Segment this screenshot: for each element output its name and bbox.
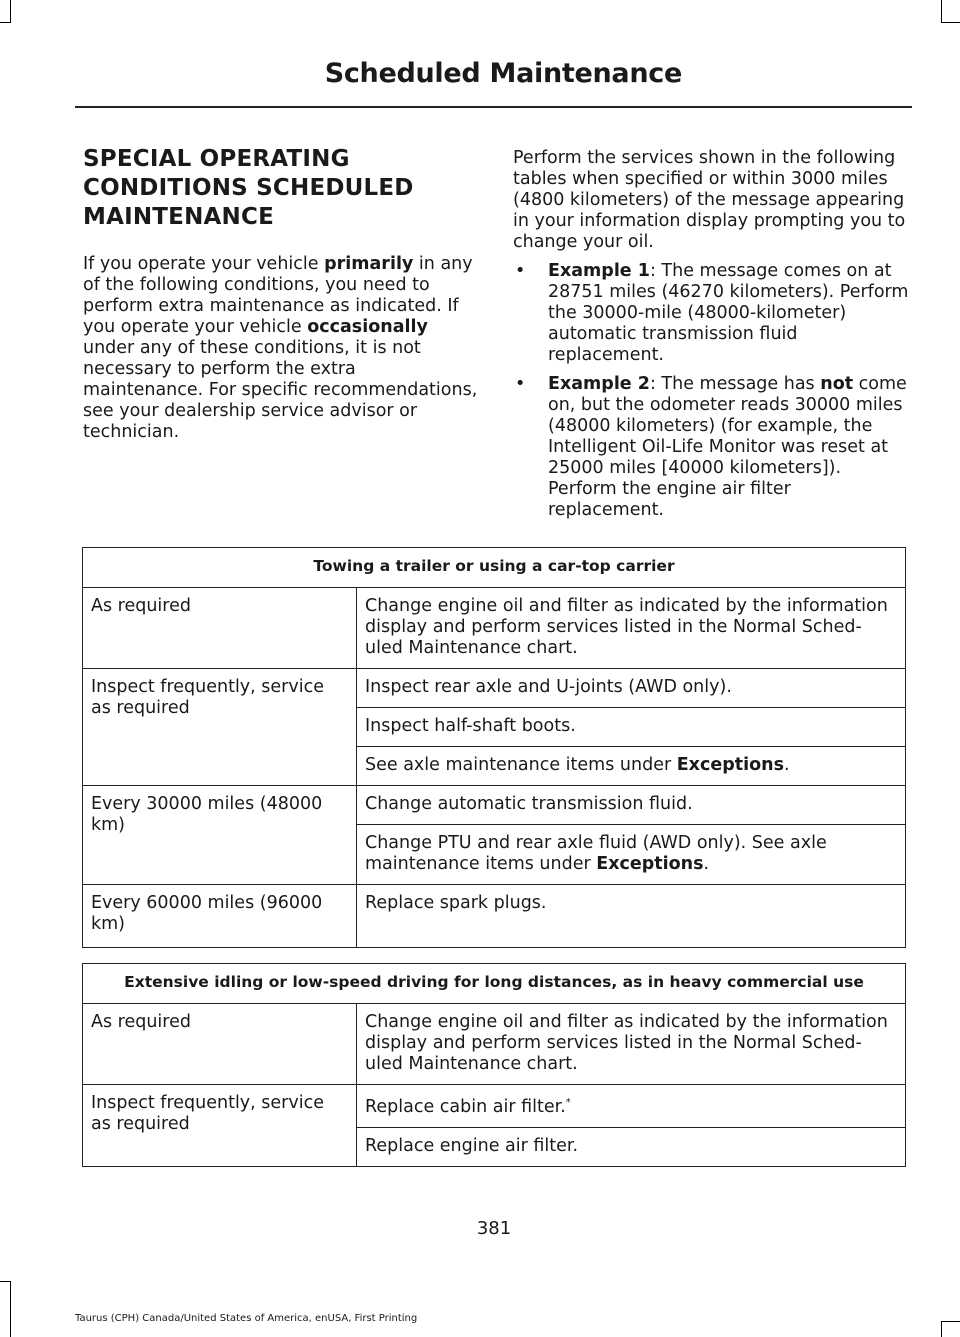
- text-run: Replace cabin air filter.: [365, 1097, 566, 1117]
- interval-cell: Every 30000 miles (48000 km): [83, 786, 357, 885]
- example-2-label: Example 2: [548, 374, 650, 394]
- interval-cell: Inspect frequently, service as required: [83, 669, 357, 786]
- table-header-row: [83, 548, 906, 588]
- example-2-text: come on, but the odometer reads 30000 miles (48000 kilometers) (for example, the Intelligent Oil-Life Monitor was reset at 25000 miles [40000 kilometers]). Perform the engine air filter replacement.: [548, 374, 907, 520]
- text-run: If you operate your vehicle: [83, 254, 325, 274]
- text-run: .: [784, 755, 790, 775]
- service-cell: Change automatic transmission fluid.: [357, 786, 906, 825]
- table-row: [83, 885, 906, 948]
- bullet-icon: •: [515, 261, 526, 281]
- text-run: in any of the following conditions, you need to perform extra maintenance as indicated. If you operate your vehicle: [83, 254, 473, 337]
- header-divider: [75, 106, 912, 108]
- example-1-item: [513, 261, 911, 366]
- crop-mark: [941, 22, 960, 23]
- crop-mark: [10, 0, 11, 23]
- crop-mark: [0, 22, 11, 23]
- interval-cell: As required: [83, 1004, 357, 1085]
- services-paragraph: Perform the services shown in the following tables when specified or within 3000 miles (4800 kilometers) of the message appearing in your information display prompting you to change your oil.: [513, 148, 906, 252]
- interval-cell: As required: [83, 588, 357, 669]
- page-header-title: Scheduled Maintenance: [324, 58, 682, 89]
- section-title-line: CONDITIONS SCHEDULED: [83, 175, 414, 201]
- section-title: [83, 145, 478, 232]
- crop-mark: [10, 1281, 11, 1337]
- interval-cell: Every 60000 miles (96000 km): [83, 885, 357, 948]
- exceptions-reference: Exceptions: [676, 755, 784, 775]
- text-run: See axle maintenance items under: [365, 755, 677, 775]
- crop-mark: [0, 1281, 11, 1282]
- idling-maintenance-table: [82, 963, 906, 1167]
- section-title-line: MAINTENANCE: [83, 204, 274, 230]
- emphasis-not: not: [820, 374, 854, 394]
- crop-mark: [941, 1321, 960, 1322]
- table-row: [83, 588, 906, 669]
- exceptions-reference: Exceptions: [596, 854, 704, 874]
- right-column: [513, 148, 911, 521]
- table-row: [83, 669, 906, 708]
- towing-maintenance-table: [82, 547, 906, 948]
- service-cell: Replace spark plugs.: [357, 885, 906, 948]
- bullet-icon: •: [515, 374, 526, 394]
- text-run: under any of these conditions, it is not necessary to perform the extra maintenance. For specific recommendations, see your dealership service advisor or technician.: [83, 338, 478, 442]
- footer-text: Taurus (CPH) Canada/United States of America, enUSA, First Printing: [75, 1313, 418, 1324]
- left-column: [83, 145, 478, 443]
- service-cell: Change engine oil and filter as indicated by the information display and perform services listed in the Normal Sched-uled Maintenance chart.: [357, 1004, 906, 1085]
- table-row: [83, 786, 906, 825]
- service-cell: [357, 825, 906, 885]
- example-1-label: Example 1: [548, 261, 650, 281]
- example-2-text: : The message has: [649, 374, 821, 394]
- service-cell: Change engine oil and filter as indicated by the information display and perform services listed in the Normal Sched-uled Maintenance chart.: [357, 588, 906, 669]
- table-row: [83, 1004, 906, 1085]
- service-cell: Inspect half-shaft boots.: [357, 708, 906, 747]
- table-title: Towing a trailer or using a car-top carrier: [83, 548, 906, 588]
- crop-mark: [941, 1321, 942, 1337]
- intro-paragraph: [83, 254, 478, 443]
- footnote-marker: *: [565, 1097, 571, 1109]
- table-title: Extensive idling or low-speed driving for long distances, as in heavy commercial use: [83, 964, 906, 1004]
- crop-mark: [941, 0, 942, 23]
- text-run: .: [703, 854, 710, 874]
- service-cell: [357, 1085, 906, 1128]
- interval-cell: Inspect frequently, service as required: [83, 1085, 357, 1167]
- table-header-row: [83, 964, 906, 1004]
- emphasis-primarily: primarily: [324, 254, 414, 274]
- table-row: [83, 1085, 906, 1128]
- emphasis-occasionally: occasionally: [307, 317, 428, 337]
- page-number: 381: [476, 1218, 512, 1239]
- section-title-line: SPECIAL OPERATING: [83, 146, 350, 172]
- service-cell: Inspect rear axle and U-joints (AWD only).: [357, 669, 906, 708]
- service-cell: [357, 747, 906, 786]
- text-run: Change PTU and rear axle fluid (AWD only). See axle maintenance items under: [365, 833, 827, 874]
- example-1-text: : The message comes on at 28751 miles (46270 kilometers). Perform the 30000-mile (48000-kilometer) automatic transmission fluid replacement.: [548, 261, 909, 365]
- service-cell: Replace engine air filter.: [357, 1128, 906, 1167]
- example-2-item: [513, 374, 911, 521]
